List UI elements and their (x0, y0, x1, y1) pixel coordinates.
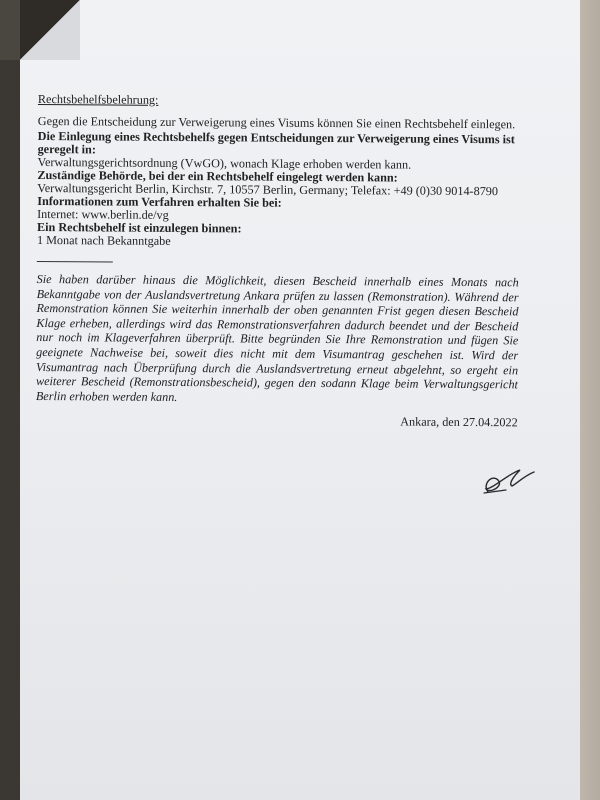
divider-line (37, 261, 113, 263)
info-answer: Internet: www.berlin.de/vg (37, 206, 169, 222)
document-body (36, 93, 520, 430)
place-date: Ankara, den 27.04.2022 (400, 414, 518, 430)
frist-answer: 1 Monat nach Bekanntgabe (36, 232, 171, 248)
behoerde-question: Zuständige Behörde, bei der ein Rechtsbehelf eingelegt werden kann: (37, 167, 398, 185)
regelung-question: Die Einlegung eines Rechtsbehelfs gegen Entscheidungen zur Verweigerung eines Visums ist geregelt in: (37, 128, 515, 157)
frist-question: Ein Rechtsbehelf ist einzulegen binnen: (37, 219, 242, 236)
regelung-answer: Verwaltungsgerichtsordnung (VwGO), wonach Klage erhoben werden kann. (37, 154, 412, 172)
behoerde-answer: Verwaltungsgericht Berlin, Kirchstr. 7, 10557 Berlin, Germany; Telefax: +49 (0)30 9014-8790 (37, 180, 499, 199)
document-heading: Rechtsbehelfsbelehrung: (37, 92, 159, 107)
folded-corner (20, 0, 80, 60)
remonstration-paragraph: Sie haben darüber hinaus die Möglichkeit, diesen Bescheid innerhalb eines Monats nach Bekanntgabe von der Auslandsvertretung Ankara prüfen zu lassen (Remonstration). Während der Remonstration können Sie weiterhin innerhalb der oben genannten Frist gegen diesen Bescheid Klage erheben, allerdings wird das Remonstrationsverfahren dadurch beendet und der Bescheid nur noch im Klageverfahren überprüft. Bitte begründen Sie Ihre Remonstration und fügen Sie geeignete Nachweise bei, soweit dies nicht mit dem Visumantrag geschehen ist. Wird der Visumantrag nach Überprüfung durch die Auslandsvertretung erneut abgelehnt, so ergeht ein weiterer Bescheid (Remonstrationsbescheid), gegen den sodann Klage beim Verwaltungsgericht Berlin erhoben werden kann. (35, 271, 519, 404)
info-question: Informationen zum Verfahren erhalten Sie bei: (37, 193, 282, 210)
intro-text: Gegen die Entscheidung zur Verweigerung eines Visums können Sie einen Rechtsbehelf einlegen. (37, 113, 516, 132)
signature-icon (478, 462, 538, 500)
